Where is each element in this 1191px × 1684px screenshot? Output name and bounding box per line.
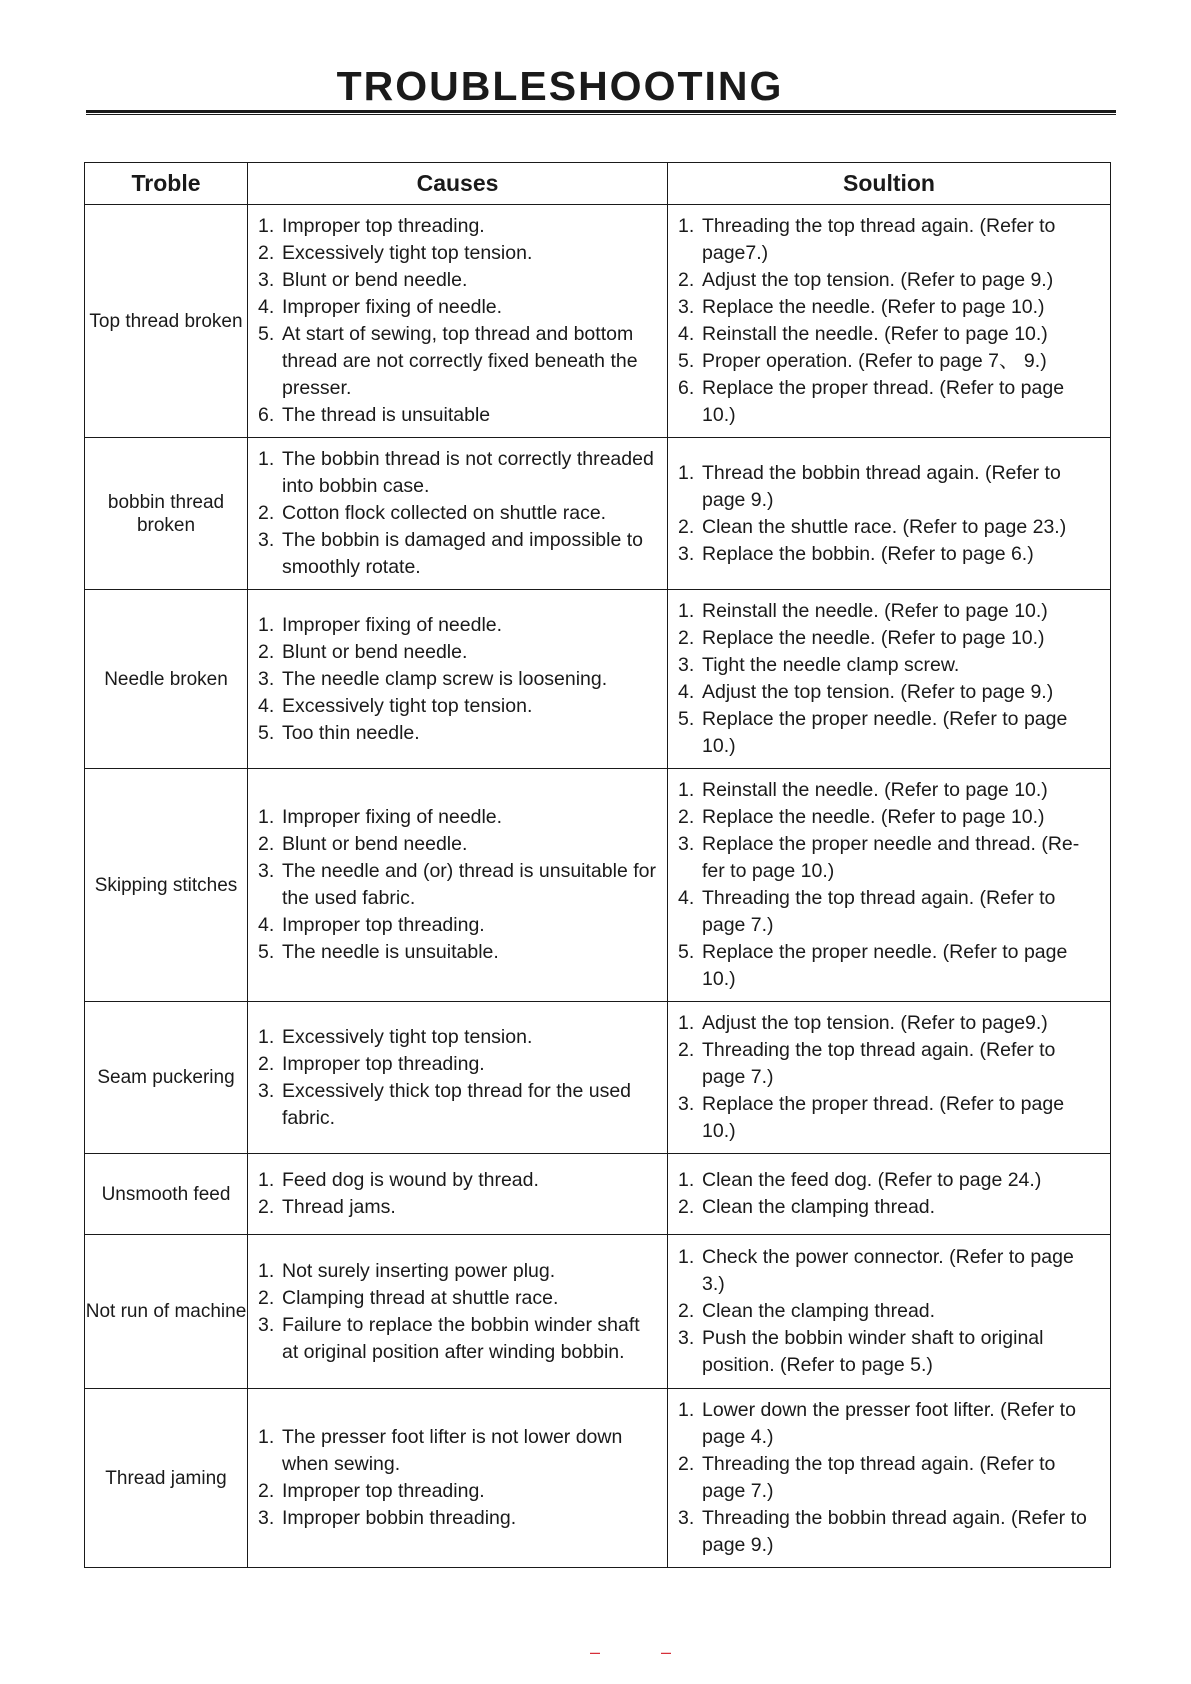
solutions-list	[668, 1389, 1110, 1567]
item-number: 1.	[258, 806, 275, 828]
item-number: 2.	[258, 1196, 275, 1218]
item-text: Clean the feed dog. (Refer to page 24.)	[702, 1169, 1042, 1191]
item-number: 5.	[678, 350, 695, 372]
trouble-cell: Not run of machine	[85, 1235, 248, 1389]
item-text: Replace the proper needle. (Refer to page 10.)	[702, 708, 1068, 757]
solution-item	[678, 1037, 1100, 1091]
item-number: 1.	[678, 461, 695, 484]
table-row	[85, 1389, 1111, 1568]
item-text: Excessively tight top tension.	[282, 242, 533, 264]
item-number: 4.	[258, 694, 275, 717]
cause-item	[258, 720, 657, 747]
cause-item	[258, 213, 657, 240]
item-text: Replace the proper needle. (Refer to page 10.)	[702, 941, 1068, 990]
causes-cell	[248, 438, 668, 590]
cause-item	[258, 639, 657, 666]
header-trouble: Troble	[85, 163, 248, 205]
item-text: Replace the needle. (Refer to page 10.)	[702, 627, 1045, 649]
trouble-cell: Thread jaming	[85, 1389, 248, 1568]
causes-list	[248, 604, 667, 755]
item-number: 4.	[678, 887, 695, 909]
solution-item	[678, 321, 1100, 348]
item-text: Reinstall the needle. (Refer to page 10.)	[702, 323, 1048, 345]
item-text: The presser foot lifter is not lower down when sewing.	[282, 1426, 623, 1475]
item-number: 3.	[678, 1507, 695, 1529]
solutions-list	[668, 205, 1110, 437]
causes-list	[248, 1250, 667, 1374]
solutions-list	[668, 1236, 1110, 1387]
troubleshooting-table	[84, 162, 1111, 1568]
item-number: 1.	[678, 1012, 695, 1034]
item-text: The needle is unsuitable.	[282, 941, 499, 963]
cause-item	[258, 612, 657, 639]
item-text: Blunt or bend needle.	[282, 640, 468, 663]
item-text: Thread the bobbin thread again. (Refer to page 9.)	[702, 461, 1061, 511]
causes-list	[248, 1159, 667, 1229]
solutions-cell	[668, 1154, 1111, 1235]
item-text: Threading the bobbin thread again. (Refer to page 9.)	[702, 1507, 1087, 1556]
item-text: At start of sewing, top thread and bottom thread are not correctly fixed beneath the presser.	[282, 323, 638, 399]
item-text: Thread jams.	[282, 1196, 396, 1218]
item-number: 2.	[678, 1196, 695, 1218]
causes-cell	[248, 1154, 668, 1235]
header-causes: Causes	[248, 163, 668, 205]
solutions-list	[668, 1159, 1110, 1229]
solutions-cell	[668, 205, 1111, 438]
solutions-list	[668, 590, 1110, 768]
item-text: Improper top threading.	[282, 1052, 485, 1075]
cause-item	[258, 1285, 657, 1312]
item-number: 2.	[678, 806, 695, 828]
item-text: The needle and (or) thread is unsuitable for the used fabric.	[282, 860, 656, 909]
item-number: 6.	[678, 377, 695, 399]
solutions-cell	[668, 590, 1111, 769]
solutions-cell	[668, 438, 1111, 590]
item-text: Reinstall the needle. (Refer to page 10.)	[702, 779, 1048, 801]
item-number: 2.	[258, 1052, 275, 1075]
cause-item	[258, 1051, 657, 1078]
table-row	[85, 769, 1111, 1002]
solutions-list	[668, 1002, 1110, 1153]
solution-item	[678, 1167, 1100, 1194]
cause-item	[258, 939, 657, 966]
header-solution: Soultion	[668, 163, 1111, 205]
item-number: 3.	[258, 667, 275, 690]
item-text: The thread is unsuitable	[282, 404, 491, 426]
item-number: 3.	[678, 1327, 695, 1349]
item-text: Adjust the top tension. (Refer to page9.)	[702, 1012, 1048, 1034]
item-number: 3.	[678, 654, 695, 676]
solutions-list	[668, 452, 1110, 576]
causes-list	[248, 796, 667, 974]
item-number: 2.	[678, 269, 695, 291]
cause-item	[258, 527, 657, 581]
item-text: Improper fixing of needle.	[282, 613, 503, 636]
item-text: Replace the proper thread. (Refer to page 10.)	[702, 377, 1065, 426]
item-text: Check the power connector. (Refer to page 3.)	[702, 1246, 1074, 1295]
causes-list	[248, 1416, 667, 1540]
page-number-marks: – –	[590, 1642, 700, 1662]
item-number: 2.	[678, 1453, 695, 1475]
item-text: Tight the needle clamp screw.	[702, 654, 960, 676]
item-text: Adjust the top tension. (Refer to page 9.)	[702, 681, 1054, 703]
solution-item	[678, 460, 1100, 514]
item-number: 3.	[258, 1313, 275, 1336]
item-number: 2.	[258, 502, 275, 524]
solution-item	[678, 1091, 1100, 1145]
trouble-cell: Needle broken	[85, 590, 248, 769]
cause-item	[258, 1078, 657, 1132]
item-number: 1.	[258, 1259, 275, 1282]
item-number: 2.	[258, 242, 275, 264]
item-text: Improper fixing of needle.	[282, 806, 503, 828]
page-title: TROUBLESHOOTING	[336, 63, 784, 109]
table-row	[85, 1154, 1111, 1235]
cause-item	[258, 1424, 657, 1478]
table-row	[85, 1235, 1111, 1389]
item-number: 5.	[258, 323, 275, 345]
item-text: Clean the clamping thread.	[702, 1196, 936, 1218]
item-number: 3.	[258, 269, 275, 291]
solutions-list	[668, 769, 1110, 1001]
item-text: Not surely inserting power plug.	[282, 1259, 556, 1282]
solution-item	[678, 213, 1100, 267]
cause-item	[258, 402, 657, 429]
cause-item	[258, 1505, 657, 1532]
cause-item	[258, 294, 657, 321]
causes-list	[248, 205, 667, 437]
item-number: 3.	[258, 529, 275, 551]
item-number: 3.	[678, 542, 695, 565]
item-text: Push the bobbin winder shaft to original position. (Refer to page 5.)	[702, 1327, 1044, 1376]
cause-item	[258, 1167, 657, 1194]
causes-list	[248, 438, 667, 589]
table-header-row	[85, 163, 1111, 205]
solution-item	[678, 804, 1100, 831]
item-number: 5.	[678, 708, 695, 730]
cause-item	[258, 693, 657, 720]
solution-item	[678, 706, 1100, 760]
item-text: The needle clamp screw is loosening.	[282, 667, 608, 690]
cause-item	[258, 858, 657, 912]
item-number: 2.	[678, 627, 695, 649]
item-number: 4.	[258, 914, 275, 936]
item-text: Lower down the presser foot lifter. (Refer to page 4.)	[702, 1399, 1076, 1448]
solution-item	[678, 1451, 1100, 1505]
solution-item	[678, 1298, 1100, 1325]
item-number: 1.	[258, 1426, 275, 1448]
solution-item	[678, 267, 1100, 294]
table-row	[85, 1002, 1111, 1154]
cause-item	[258, 831, 657, 858]
table-body	[85, 205, 1111, 1568]
solution-item	[678, 1505, 1100, 1559]
item-text: Replace the proper thread. (Refer to page 10.)	[702, 1093, 1065, 1142]
item-number: 3.	[258, 860, 275, 882]
item-number: 2.	[678, 515, 695, 538]
solution-item	[678, 598, 1100, 625]
solution-item	[678, 777, 1100, 804]
trouble-cell: bobbin thread broken	[85, 438, 248, 590]
title-double-rule	[86, 110, 1116, 115]
item-number: 1.	[258, 613, 275, 636]
item-number: 4.	[678, 681, 695, 703]
cause-item	[258, 446, 657, 500]
causes-cell	[248, 1389, 668, 1568]
table-row	[85, 590, 1111, 769]
cause-item	[258, 666, 657, 693]
solutions-cell	[668, 769, 1111, 1002]
solution-item	[678, 1244, 1100, 1298]
item-text: Improper bobbin threading.	[282, 1507, 517, 1529]
item-text: Threading the top thread again. (Refer to page 7.)	[702, 887, 1056, 936]
solution-item	[678, 625, 1100, 652]
cause-item	[258, 1024, 657, 1051]
item-number: 2.	[258, 1286, 275, 1309]
item-text: The bobbin thread is not correctly threaded into bobbin case.	[282, 448, 654, 497]
item-number: 1.	[678, 600, 695, 622]
solution-item	[678, 348, 1100, 375]
item-text: Cotton flock collected on shuttle race.	[282, 502, 607, 524]
item-text: Threading the top thread again. (Refer to page7.)	[702, 215, 1056, 264]
item-number: 5.	[678, 941, 695, 963]
item-text: Clean the shuttle race. (Refer to page 23.)	[702, 515, 1067, 538]
item-text: Excessively tight top tension.	[282, 694, 533, 717]
solution-item	[678, 1325, 1100, 1379]
solution-item	[678, 1194, 1100, 1221]
solutions-cell	[668, 1002, 1111, 1154]
item-number: 1.	[678, 1399, 695, 1421]
cause-item	[258, 1478, 657, 1505]
solution-item	[678, 375, 1100, 429]
solutions-cell	[668, 1235, 1111, 1389]
causes-cell	[248, 1002, 668, 1154]
table-row	[85, 438, 1111, 590]
item-text: Improper top threading.	[282, 215, 485, 237]
item-text: Too thin needle.	[282, 721, 420, 744]
causes-list	[248, 1016, 667, 1140]
item-text: Excessively thick top thread for the used fabric.	[282, 1079, 632, 1129]
cause-item	[258, 912, 657, 939]
trouble-cell: Seam puckering	[85, 1002, 248, 1154]
cause-item	[258, 267, 657, 294]
solution-item	[678, 652, 1100, 679]
item-number: 1.	[678, 1169, 695, 1191]
cause-item	[258, 321, 657, 402]
item-text: Replace the needle. (Refer to page 10.)	[702, 296, 1045, 318]
item-text: Excessively tight top tension.	[282, 1025, 533, 1048]
solution-item	[678, 514, 1100, 541]
solution-item	[678, 885, 1100, 939]
cause-item	[258, 1258, 657, 1285]
item-number: 3.	[678, 1093, 695, 1115]
item-number: 1.	[258, 1025, 275, 1048]
trouble-cell: Skipping stitches	[85, 769, 248, 1002]
cause-item	[258, 804, 657, 831]
cause-item	[258, 1194, 657, 1221]
cause-item	[258, 500, 657, 527]
item-number: 5.	[258, 941, 275, 963]
item-number: 4.	[258, 296, 275, 318]
item-text: Adjust the top tension. (Refer to page 9.)	[702, 269, 1054, 291]
item-text: Blunt or bend needle.	[282, 833, 468, 855]
item-number: 6.	[258, 404, 275, 426]
item-text: Proper operation. (Refer to page 7、 9.)	[702, 350, 1047, 372]
solution-item	[678, 679, 1100, 706]
solution-item	[678, 294, 1100, 321]
item-number: 2.	[678, 1300, 695, 1322]
item-text: Improper top threading.	[282, 1480, 485, 1502]
item-text: Feed dog is wound by thread.	[282, 1169, 539, 1191]
table-row	[85, 205, 1111, 438]
item-number: 3.	[258, 1079, 275, 1102]
item-number: 3.	[678, 296, 695, 318]
item-number: 1.	[678, 779, 695, 801]
item-text: Replace the bobbin. (Refer to page 6.)	[702, 542, 1034, 565]
solution-item	[678, 939, 1100, 993]
item-text: Threading the top thread again. (Refer to page 7.)	[702, 1453, 1056, 1502]
item-number: 2.	[258, 1480, 275, 1502]
trouble-cell: Unsmooth feed	[85, 1154, 248, 1235]
item-text: Threading the top thread again. (Refer to page 7.)	[702, 1039, 1056, 1088]
item-number: 1.	[258, 448, 275, 470]
item-number: 3.	[258, 1507, 275, 1529]
item-text: Improper fixing of needle.	[282, 296, 503, 318]
item-number: 3.	[678, 833, 695, 855]
solution-item	[678, 1397, 1100, 1451]
item-number: 4.	[678, 323, 695, 345]
item-number: 2.	[678, 1039, 695, 1061]
causes-cell	[248, 590, 668, 769]
cause-item	[258, 1312, 657, 1366]
item-text: The bobbin is damaged and impossible to smoothly rotate.	[282, 529, 643, 578]
item-number: 2.	[258, 640, 275, 663]
item-text: Improper top threading.	[282, 914, 485, 936]
solution-item	[678, 541, 1100, 568]
trouble-cell: Top thread broken	[85, 205, 248, 438]
item-number: 1.	[258, 1169, 275, 1191]
item-text: Replace the proper needle and thread. (Re-fer to page 10.)	[702, 833, 1080, 882]
item-number: 2.	[258, 833, 275, 855]
item-text: Clamping thread at shuttle race.	[282, 1286, 559, 1309]
item-number: 1.	[678, 1246, 695, 1268]
item-text: Reinstall the needle. (Refer to page 10.)	[702, 600, 1048, 622]
solution-item	[678, 1010, 1100, 1037]
item-text: Blunt or bend needle.	[282, 269, 468, 291]
cause-item	[258, 240, 657, 267]
item-text: Replace the needle. (Refer to page 10.)	[702, 806, 1045, 828]
causes-cell	[248, 1235, 668, 1389]
item-number: 1.	[258, 215, 275, 237]
item-number: 1.	[678, 215, 695, 237]
solutions-cell	[668, 1389, 1111, 1568]
item-text: Failure to replace the bobbin winder shaft at original position after winding bobbin.	[282, 1313, 640, 1363]
solution-item	[678, 831, 1100, 885]
item-number: 5.	[258, 721, 275, 744]
causes-cell	[248, 769, 668, 1002]
causes-cell	[248, 205, 668, 438]
item-text: Clean the clamping thread.	[702, 1300, 936, 1322]
